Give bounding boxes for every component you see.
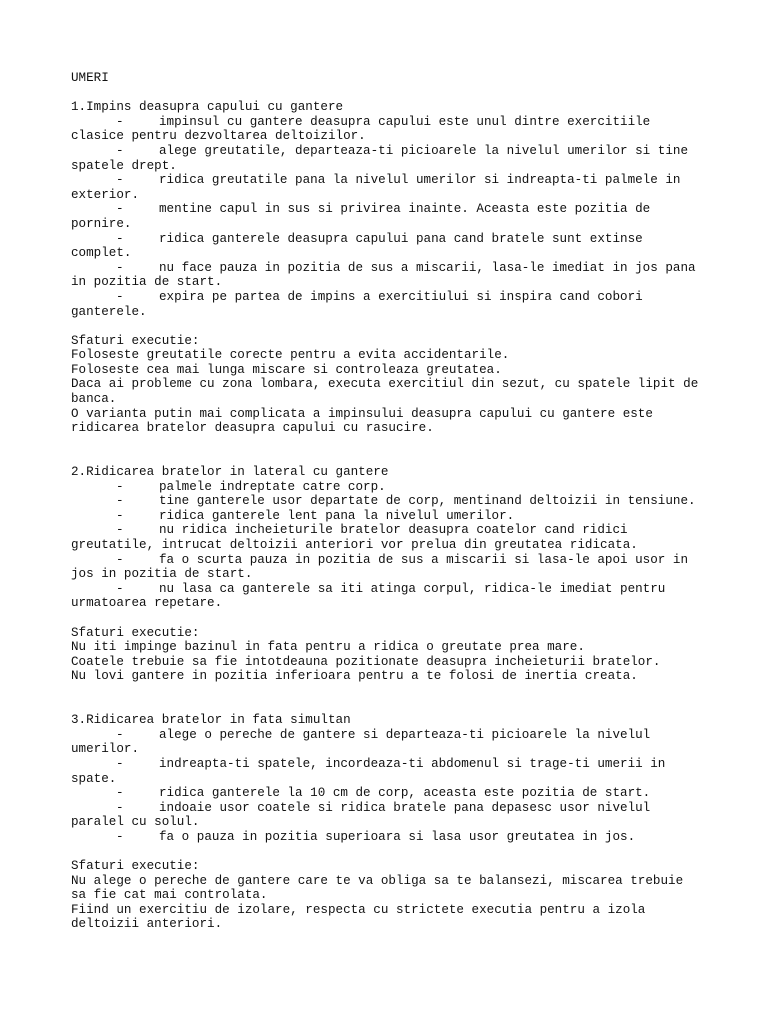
tip-line: Nu alege o pereche de gantere care te va obliga sa te balansezi, miscarea trebuie (71, 873, 684, 888)
bullet-item (71, 786, 699, 801)
bullet-dash: - (116, 494, 124, 509)
bullet-text-continued: greutatile, intrucat deltoizii anteriori vor prelua din greutatea ridicata. (71, 538, 638, 552)
bullet-text-continued: urmatoarea repetare. (71, 596, 223, 611)
bullet-text-continued: in pozitia de start. (71, 275, 223, 290)
bullet-item (71, 757, 699, 786)
bullet-dash: - (116, 829, 124, 844)
bullet-text: expira pe partea de impins a exercitiului si inspira cand cobori (159, 289, 643, 304)
bullet-item (71, 494, 699, 509)
bullet-item (71, 232, 699, 261)
tips-heading: Sfaturi executie: (71, 859, 200, 874)
bullet-dash: - (116, 114, 124, 129)
bullet-text-continued: clasice pentru dezvoltarea deltoizilor. (71, 129, 366, 144)
bullet-text: alege greutatile, departeaza-ti picioarele la nivelul umerilor si tine (159, 143, 689, 158)
bullet-text: impinsul cu gantere deasupra capului este unul dintre exercitiile (159, 114, 651, 129)
tip-line: deltoizii anteriori. (71, 917, 223, 932)
tips-heading: Sfaturi executie: (71, 625, 200, 640)
blank-line (71, 611, 699, 626)
bullet-item (71, 801, 699, 830)
bullet-item (71, 115, 699, 144)
bullet-text: nu ridica incheieturile bratelor deasupra coatelor cand ridici (159, 523, 628, 538)
bullet-text-continued: paralel cu solul. (71, 815, 200, 830)
bullet-item (71, 509, 699, 524)
blank-line (71, 86, 699, 101)
bullet-text-continued: exterior. (71, 187, 140, 202)
tips-heading: Sfaturi executie: (71, 333, 200, 348)
bullet-item (71, 728, 699, 757)
bullet-dash: - (116, 173, 124, 188)
tip-line: Fiind un exercitiu de izolare, respecta cu strictete executia pentru a izola (71, 902, 646, 917)
bullet-item (71, 582, 699, 611)
bullet-item (71, 173, 699, 202)
tip-line: Daca ai probleme cu zona lombara, executa exercitiul din sezut, cu spatele lipit de (71, 377, 699, 392)
tip-line: O varianta putin mai complicata a impinsului deasupra capului cu gantere este (71, 406, 653, 421)
bullet-dash: - (116, 786, 124, 801)
section-spacer (71, 436, 699, 465)
bullet-text: mentine capul in sus si privirea inainte. Aceasta este pozitia de (159, 202, 651, 217)
tip-line: sa fie cat mai controlata. (71, 888, 268, 903)
bullet-item (71, 523, 699, 552)
bullet-text-continued: spatele drept. (71, 158, 177, 173)
bullet-dash: - (116, 756, 124, 771)
bullet-text: palmele indreptate catre corp. (159, 479, 386, 494)
section-heading: 3.Ridicarea bratelor in fata simultan (71, 713, 351, 728)
bullet-item (71, 202, 699, 231)
bullet-dash: - (116, 523, 124, 538)
bullet-text: nu lasa ca ganterele sa iti atinga corpul, ridica-le imediat pentru (159, 581, 666, 596)
bullet-dash: - (116, 202, 124, 217)
bullet-text: ridica ganterele lent pana la nivelul umerilor. (159, 508, 515, 523)
bullet-dash: - (116, 479, 124, 494)
bullet-text-continued: pornire. (71, 216, 132, 231)
bullet-text: ridica greutatile pana la nivelul umerilor si indreapta-ti palmele in (159, 173, 681, 188)
bullet-dash: - (116, 552, 124, 567)
bullet-text: nu face pauza in pozitia de sus a miscarii, lasa-le imediat in jos pana (159, 260, 696, 275)
bullet-item (71, 480, 699, 495)
bullet-text: tine ganterele usor departate de corp, mentinand deltoizii in tensiune. (159, 494, 696, 509)
bullet-dash: - (116, 508, 124, 523)
tip-line: Coatele trebuie sa fie intotdeauna pozitionate deasupra incheieturii bratelor. (71, 654, 661, 669)
tip-line: Foloseste cea mai lunga miscare si controleaza greutatea. (71, 362, 502, 377)
bullet-text-continued: umerilor. (71, 742, 140, 757)
bullet-text-continued: complet. (71, 246, 132, 261)
bullet-dash: - (116, 289, 124, 304)
bullet-item (71, 830, 699, 845)
bullet-text: ridica ganterele deasupra capului pana cand bratele sunt extinse (159, 231, 643, 246)
section-heading: 2.Ridicarea bratelor in lateral cu gantere (71, 465, 389, 480)
bullet-text-continued: spate. (71, 771, 117, 786)
bullet-dash: - (116, 143, 124, 158)
bullet-dash: - (116, 727, 124, 742)
blank-line (71, 844, 699, 859)
blank-line (71, 319, 699, 334)
document-page (71, 71, 699, 932)
tip-line: Foloseste greutatile corecte pentru a evita accidentarile. (71, 348, 510, 363)
bullet-item (71, 553, 699, 582)
document-title: UMERI (71, 71, 109, 85)
bullet-text: indoaie usor coatele si ridica bratele pana depasesc usor nivelul (159, 800, 651, 815)
bullet-dash: - (116, 260, 124, 275)
bullet-dash: - (116, 231, 124, 246)
section-heading: 1.Impins deasupra capului cu gantere (71, 100, 344, 115)
tip-line: ridicarea bratelor deasupra capului cu rasucire. (71, 421, 434, 436)
tip-line: Nu lovi gantere in pozitia inferioara pentru a te folosi de inertia creata. (71, 669, 638, 684)
bullet-text: fa o scurta pauza in pozitia de sus a miscarii si lasa-le apoi usor in (159, 552, 689, 567)
bullet-dash: - (116, 581, 124, 596)
bullet-text-continued: ganterele. (71, 304, 147, 319)
bullet-dash: - (116, 800, 124, 815)
bullet-text: indreapta-ti spatele, incordeaza-ti abdomenul si trage-ti umerii in (159, 756, 666, 771)
tip-line: banca. (71, 392, 117, 407)
section-spacer (71, 684, 699, 713)
tip-line: Nu iti impinge bazinul in fata pentru a ridica o greutate prea mare. (71, 640, 585, 655)
bullet-text-continued: jos in pozitia de start. (71, 567, 253, 582)
bullet-text: alege o pereche de gantere si departeaza-ti picioarele la nivelul (159, 727, 651, 742)
bullet-text: ridica ganterele la 10 cm de corp, aceasta este pozitia de start. (159, 786, 651, 801)
bullet-item (71, 144, 699, 173)
bullet-item (71, 261, 699, 290)
bullet-text: fa o pauza in pozitia superioara si lasa usor greutatea in jos. (159, 829, 636, 844)
bullet-item (71, 290, 699, 319)
